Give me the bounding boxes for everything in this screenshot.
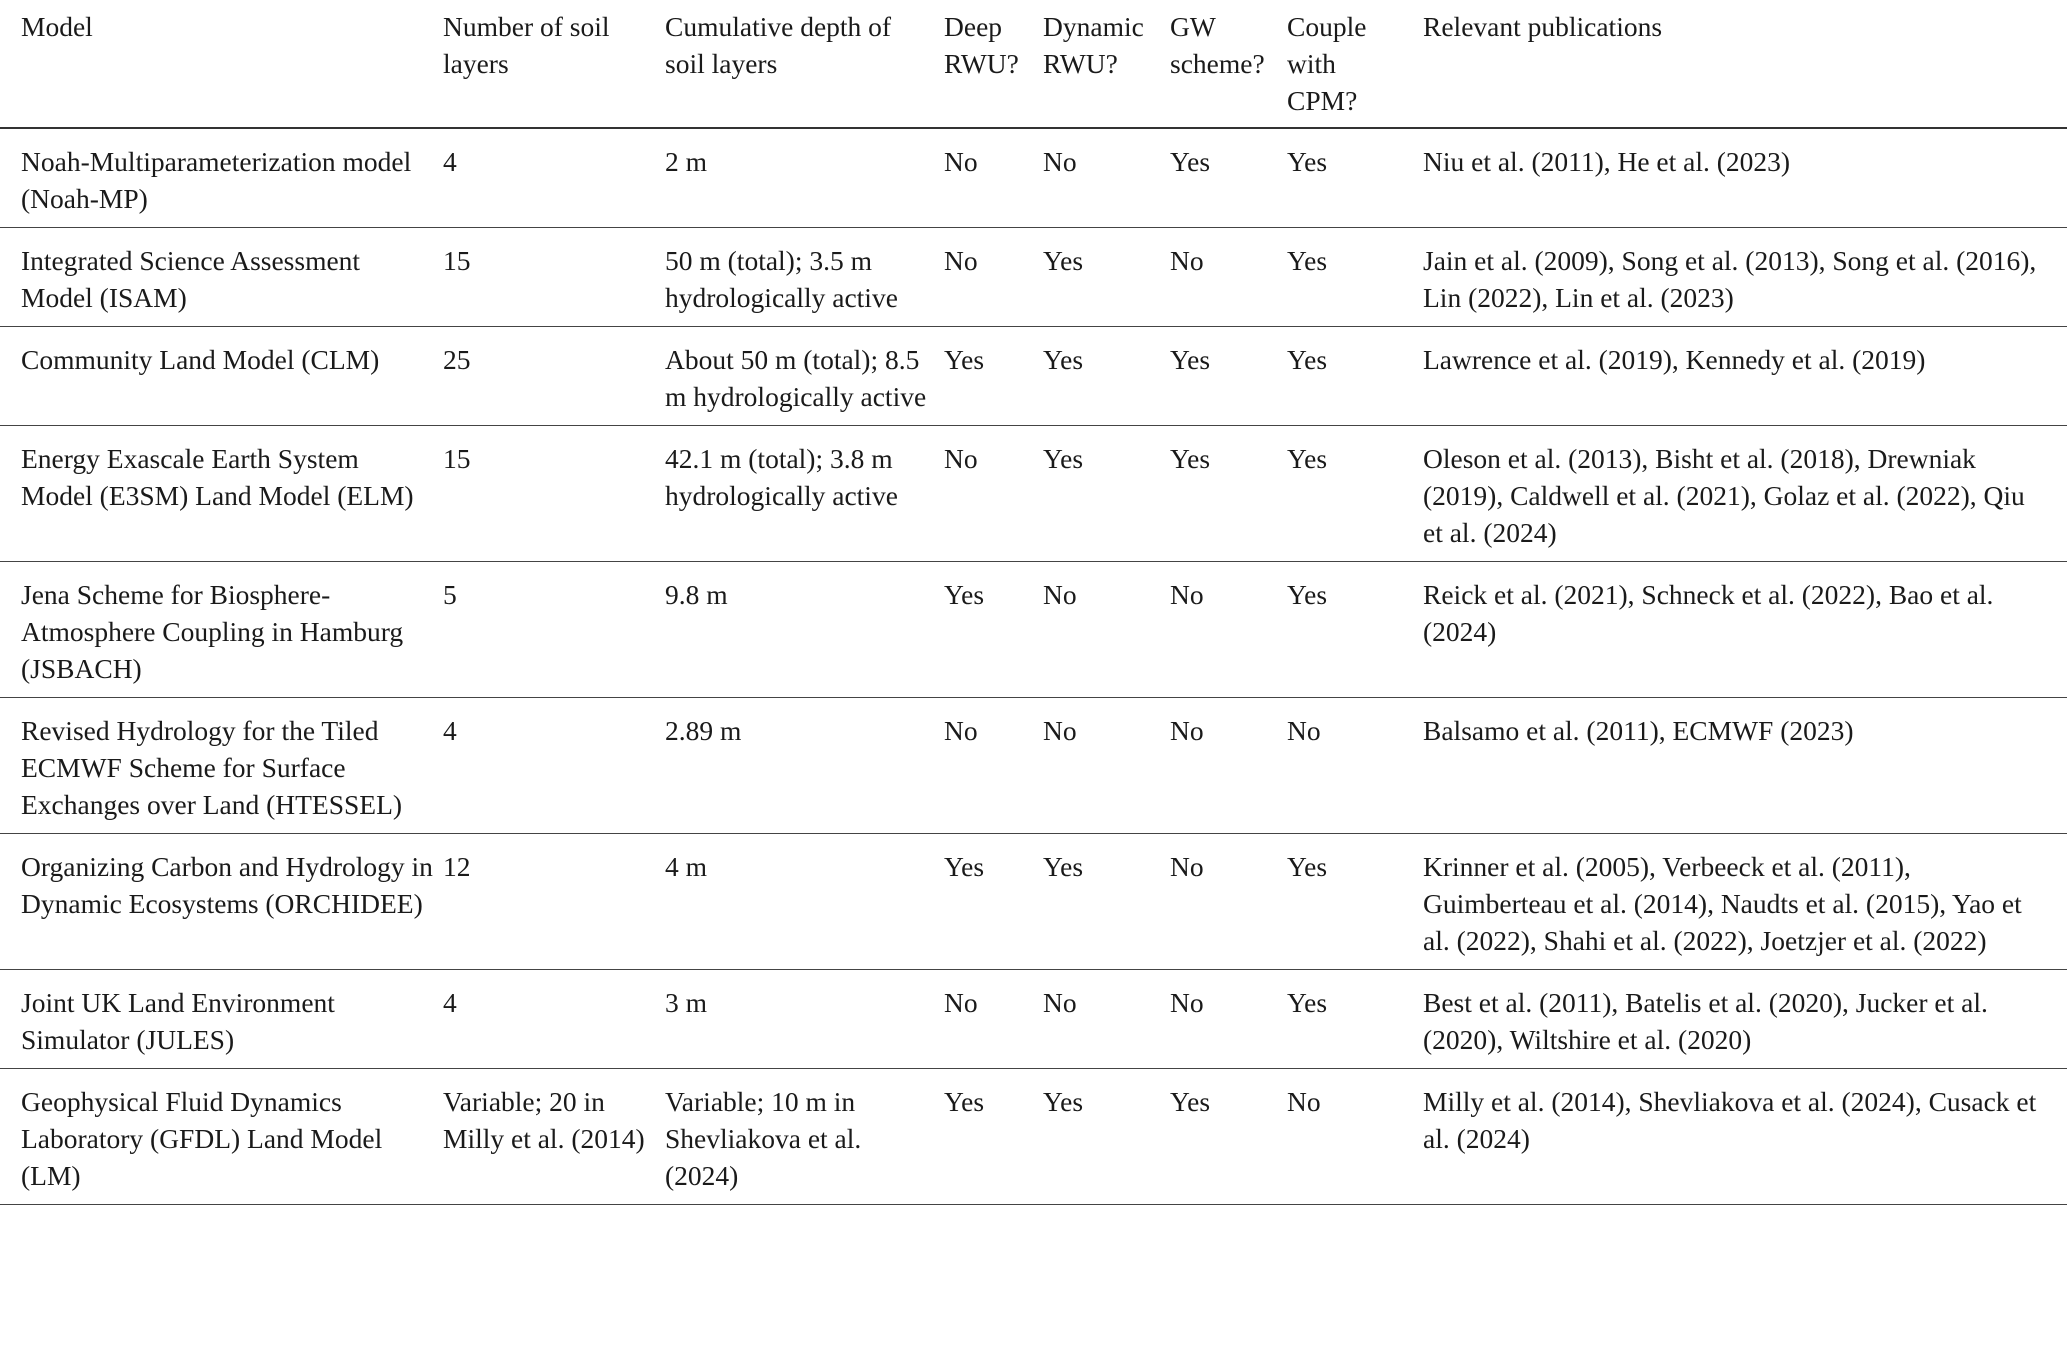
cell-model: Joint UK Land Environment Simulator (JULES) (21, 987, 335, 1055)
cell-deep-rwu: No (944, 987, 978, 1018)
cell-couple-cpm: Yes (1287, 579, 1328, 610)
cell-model: Organizing Carbon and Hydrology in Dynamic Ecosystems (ORCHIDEE) (21, 851, 433, 919)
cell-model: Revised Hydrology for the Tiled ECMWF Scheme for Surface Exchanges over Land (HTESSEL) (21, 715, 403, 820)
cell-depth: 42.1 m (total); 3.8 m hydrologically active (665, 443, 898, 511)
cell-deep-rwu: Yes (944, 579, 985, 610)
cell-couple-cpm: Yes (1287, 443, 1328, 474)
cell-deep-rwu: Yes (944, 851, 985, 882)
cell-depth: 2 m (665, 146, 708, 177)
cell-couple-cpm: Yes (1287, 146, 1328, 177)
cell-gw-scheme: Yes (1170, 443, 1211, 474)
cell-dynamic-rwu: Yes (1043, 344, 1084, 375)
cell-depth: 50 m (total); 3.5 m hydrologically active (665, 245, 898, 313)
cell-layers: 4 (443, 987, 457, 1018)
cell-dynamic-rwu: No (1043, 715, 1077, 746)
cell-layers: Variable; 20 in Milly et al. (2014) (443, 1086, 645, 1154)
cell-publications: Best et al. (2011), Batelis et al. (2020), Jucker et al. (2020), Wiltshire et al. (2020) (1423, 987, 1988, 1055)
table-row (0, 228, 2067, 327)
cell-couple-cpm: Yes (1287, 344, 1328, 375)
table-row (0, 426, 2067, 562)
table-row (0, 834, 2067, 970)
cell-deep-rwu: No (944, 245, 978, 276)
cell-gw-scheme: No (1170, 579, 1204, 610)
cell-model: Energy Exascale Earth System Model (E3SM) Land Model (ELM) (21, 443, 414, 511)
table-row (0, 128, 2067, 228)
cell-publications: Lawrence et al. (2019), Kennedy et al. (2019) (1423, 344, 1926, 375)
cell-layers: 15 (443, 443, 471, 474)
cell-model: Integrated Science Assessment Model (ISAM) (21, 245, 361, 313)
cell-gw-scheme: No (1170, 245, 1204, 276)
cell-model: Geophysical Fluid Dynamics Laboratory (GFDL) Land Model (LM) (21, 1086, 383, 1191)
table-body (0, 128, 2067, 1205)
header-model: Model (21, 11, 93, 42)
cell-depth: 2.89 m (665, 715, 742, 746)
cell-publications: Reick et al. (2021), Schneck et al. (2022), Bao et al. (2024) (1423, 579, 1994, 647)
cell-publications: Niu et al. (2011), He et al. (2023) (1423, 146, 1791, 177)
cell-dynamic-rwu: No (1043, 579, 1077, 610)
cell-model: Jena Scheme for Biosphere-Atmosphere Coupling in Hamburg (JSBACH) (21, 579, 404, 684)
header-dynamic-rwu: Dynamic RWU? (1043, 11, 1144, 79)
header-gw-scheme: GW scheme? (1170, 11, 1265, 79)
header-depth: Cumulative depth of soil layers (665, 11, 892, 79)
cell-deep-rwu: No (944, 715, 978, 746)
cell-gw-scheme: Yes (1170, 1086, 1211, 1117)
cell-couple-cpm: Yes (1287, 245, 1328, 276)
cell-depth: Variable; 10 m in Shevliakova et al. (2024) (665, 1086, 862, 1191)
header-couple-cpm: Couple with CPM? (1287, 11, 1367, 116)
cell-layers: 25 (443, 344, 471, 375)
cell-depth: 3 m (665, 987, 708, 1018)
cell-deep-rwu: No (944, 146, 978, 177)
header-layers: Number of soil layers (443, 11, 610, 79)
cell-gw-scheme: No (1170, 715, 1204, 746)
cell-publications: Oleson et al. (2013), Bisht et al. (2018), Drewniak (2019), Caldwell et al. (2021), Golaz et al. (2022), Qiu et al. (2024) (1423, 443, 2025, 548)
cell-dynamic-rwu: Yes (1043, 1086, 1084, 1117)
cell-layers: 4 (443, 715, 457, 746)
cell-publications: Krinner et al. (2005), Verbeeck et al. (2011), Guimberteau et al. (2014), Naudts et al. (2015), Yao et al. (2022), Shahi et al. (2022), Joetzjer et al. (2022) (1423, 851, 2022, 956)
cell-publications: Balsamo et al. (2011), ECMWF (2023) (1423, 715, 1854, 746)
cell-layers: 15 (443, 245, 471, 276)
header-deep-rwu: Deep RWU? (944, 11, 1019, 79)
cell-publications: Jain et al. (2009), Song et al. (2013), Song et al. (2016), Lin (2022), Lin et al. (2023) (1423, 245, 2037, 313)
table-row (0, 327, 2067, 426)
table-row (0, 698, 2067, 834)
cell-layers: 4 (443, 146, 457, 177)
table-row (0, 1069, 2067, 1205)
cell-dynamic-rwu: Yes (1043, 245, 1084, 276)
cell-dynamic-rwu: Yes (1043, 443, 1084, 474)
cell-depth: About 50 m (total); 8.5 m hydrologically active (665, 344, 927, 412)
cell-depth: 9.8 m (665, 579, 728, 610)
cell-gw-scheme: No (1170, 987, 1204, 1018)
cell-couple-cpm: No (1287, 715, 1321, 746)
cell-deep-rwu: Yes (944, 344, 985, 375)
cell-couple-cpm: Yes (1287, 987, 1328, 1018)
cell-gw-scheme: Yes (1170, 344, 1211, 375)
header-row (0, 0, 2067, 128)
cell-dynamic-rwu: Yes (1043, 851, 1084, 882)
cell-couple-cpm: No (1287, 1086, 1321, 1117)
cell-layers: 5 (443, 579, 457, 610)
table-header (0, 0, 2067, 128)
cell-couple-cpm: Yes (1287, 851, 1328, 882)
cell-deep-rwu: No (944, 443, 978, 474)
cell-deep-rwu: Yes (944, 1086, 985, 1117)
table-row (0, 970, 2067, 1069)
cell-model: Noah-Multiparameterization model (Noah-MP) (21, 146, 412, 214)
cell-gw-scheme: Yes (1170, 146, 1211, 177)
cell-publications: Milly et al. (2014), Shevliakova et al. (2024), Cusack et al. (2024) (1423, 1086, 2037, 1154)
header-publications: Relevant publications (1423, 11, 1663, 42)
cell-dynamic-rwu: No (1043, 987, 1077, 1018)
cell-model: Community Land Model (CLM) (21, 344, 380, 375)
cell-gw-scheme: No (1170, 851, 1204, 882)
cell-dynamic-rwu: No (1043, 146, 1077, 177)
table-row (0, 562, 2067, 698)
cell-depth: 4 m (665, 851, 708, 882)
cell-layers: 12 (443, 851, 471, 882)
